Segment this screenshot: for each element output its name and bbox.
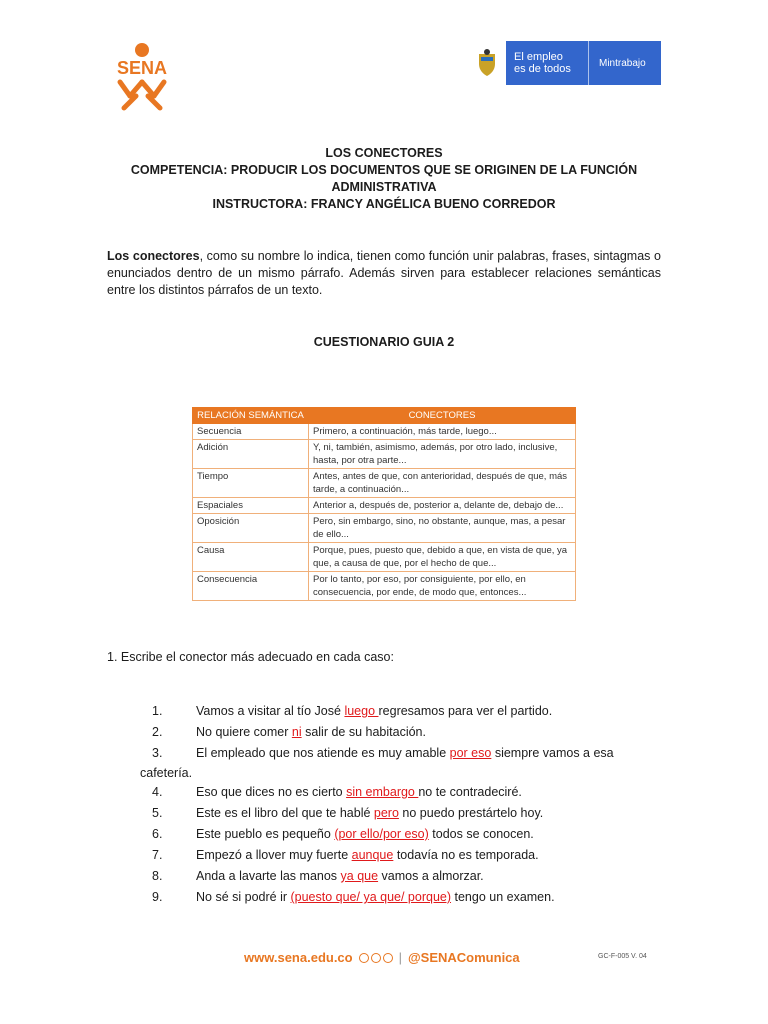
document-titles [107, 145, 661, 213]
footer-separator: | [398, 950, 402, 965]
item-answer: pero [373, 806, 399, 820]
item-number: 7. [152, 848, 163, 862]
connectors-cell: Antes, antes de que, con anterioridad, después de que, más tarde, a continuación... [309, 469, 576, 498]
sena-logo [106, 42, 178, 112]
table-header: CONECTORES [309, 408, 576, 424]
footer-handle[interactable]: @SENAComunica [408, 950, 520, 965]
item-text-after: no te contradeciré. [418, 785, 522, 799]
gov-slogan [506, 41, 589, 85]
item-text-after: salir de su habitación. [301, 725, 426, 739]
item-answer: por eso [449, 746, 492, 760]
question-title: 1. Escribe el conector más adecuado en cada caso: [107, 650, 394, 664]
exercise-item [140, 722, 660, 743]
footer-site[interactable]: www.sena.edu.co [244, 950, 353, 965]
form-code: GC-F-005 V. 04 [598, 953, 647, 960]
table-row [193, 440, 576, 469]
item-text-before: Anda a lavartе las manos [196, 869, 341, 883]
item-answer: luego [344, 704, 379, 718]
footer [244, 950, 520, 965]
table-header: RELACIÓN SEMÁNTICA [193, 408, 309, 424]
table-row [193, 514, 576, 543]
intro-paragraph [107, 248, 661, 299]
gov-badge [468, 41, 661, 85]
connectors-cell: Primero, a continuación, más tarde, luego... [309, 424, 576, 440]
section-title: CUESTIONARIO GUIA 2 [313, 335, 455, 349]
relation-cell: Adición [193, 440, 309, 469]
exercise-item [140, 866, 660, 887]
item-number: 4. [152, 785, 163, 799]
item-number: 9. [152, 890, 163, 904]
item-text-after: no puedo prestártelo hoy. [398, 806, 544, 820]
exercise-item [140, 701, 660, 722]
relation-cell: Espaciales [193, 498, 309, 514]
exercise-item [140, 824, 660, 845]
table-row [193, 469, 576, 498]
facebook-icon [371, 953, 381, 963]
item-text-before: Vamos a visitar al tío José [196, 704, 345, 718]
exercise-item [140, 887, 660, 908]
connectors-cell: Pero, sin embargo, sino, no obstante, aunque, mas, a pesar de ello... [309, 514, 576, 543]
title-line2: COMPETENCIA: PRODUCIR LOS DOCUMENTOS QUE SE ORIGINEN DE LA FUNCIÓN ADMINISTRATIVA [130, 163, 638, 194]
gov-slogan-line2: es de todos [514, 63, 571, 75]
social-icons [359, 953, 393, 963]
item-number: 2. [152, 725, 163, 739]
relation-cell: Secuencia [193, 424, 309, 440]
connectors-cell: Anterior a, después de, posterior a, delante de, debajo de... [309, 498, 576, 514]
title-line1: LOS CONECTORES [325, 146, 443, 160]
item-text-before: El empleado que nos atiende es muy amable [196, 746, 450, 760]
item-answer: ya que [340, 869, 379, 883]
item-answer: ni [291, 725, 302, 739]
item-text-before: Empezó a llover muy fuerte [196, 848, 352, 862]
relation-cell: Oposición [193, 514, 309, 543]
title-line3: INSTRUCTORA: FRANCY ANGÉLICA BUENO CORREDOR [212, 197, 556, 211]
item-text-after: tengo un examen. [451, 890, 555, 904]
item-number: 6. [152, 827, 163, 841]
relation-cell: Causa [193, 543, 309, 572]
exercise-item [140, 743, 660, 782]
connectors-cell: Y, ni, también, asimismo, además, por otro lado, inclusive, hasta, por otra parte... [309, 440, 576, 469]
coat-of-arms-icon [468, 41, 506, 85]
item-text-before: No sé si podré ir [196, 890, 291, 904]
connectors-cell: Porque, pues, puesto que, debido a que, en vista de que, ya que, a causa de que, por el hecho de que... [309, 543, 576, 572]
item-number: 8. [152, 869, 163, 883]
item-text-before: Eso que dices no es cierto [196, 785, 347, 799]
item-number: 1. [152, 704, 163, 718]
gov-ministry: Mintrabajo [599, 57, 646, 69]
item-text-before: Este pueblo es pequeño [196, 827, 335, 841]
item-number: 5. [152, 806, 163, 820]
table-row [193, 498, 576, 514]
item-answer: sin embargo [346, 785, 419, 799]
intro-text: , como su nombre lo indica, tienen como función unir palabras, frases, sintagmas o enunciados dentro de un mismo párrafo. Además sirven para establecer relaciones semánticas entre los distintos párrafos de un texto. [107, 249, 662, 297]
relation-cell: Consecuencia [193, 572, 309, 601]
item-text-after: todos se conocen. [428, 827, 534, 841]
item-text-wrap: cafetería. [140, 766, 193, 780]
item-text-before: No quiere comer [196, 725, 292, 739]
item-text-after: regresamos para ver el partido. [378, 704, 553, 718]
gov-slogan-line1: El empleo [514, 51, 563, 63]
relation-cell: Tiempo [193, 469, 309, 498]
instagram-icon [383, 953, 393, 963]
item-text-after: vamos a almorzar. [378, 869, 484, 883]
item-answer: (por ello/por eso) [334, 827, 429, 841]
item-number: 3. [152, 746, 163, 760]
item-answer: aunque [351, 848, 394, 862]
exercise-item [140, 803, 660, 824]
table-row [193, 572, 576, 601]
item-text-after: todavía no es temporada. [393, 848, 539, 862]
connectors-cell: Por lo tanto, por eso, por consiguiente, por ello, en consecuencia, por ende, de modo que, entonces... [309, 572, 576, 601]
twitter-icon [359, 953, 369, 963]
exercise-list [140, 701, 660, 908]
item-text-before: Este es el libro del que te hablé [196, 806, 374, 820]
item-text-after: siempre vamos a esa [491, 746, 614, 760]
svg-text:SENA: SENA [116, 58, 168, 78]
exercise-item [140, 782, 660, 803]
table-header-row [193, 408, 576, 424]
connectors-table [192, 407, 576, 601]
item-answer: (puesto que/ ya que/ porque) [290, 890, 452, 904]
exercise-item [140, 845, 660, 866]
intro-bold: Los conectores [107, 249, 200, 263]
table-row [193, 424, 576, 440]
table-row [193, 543, 576, 572]
